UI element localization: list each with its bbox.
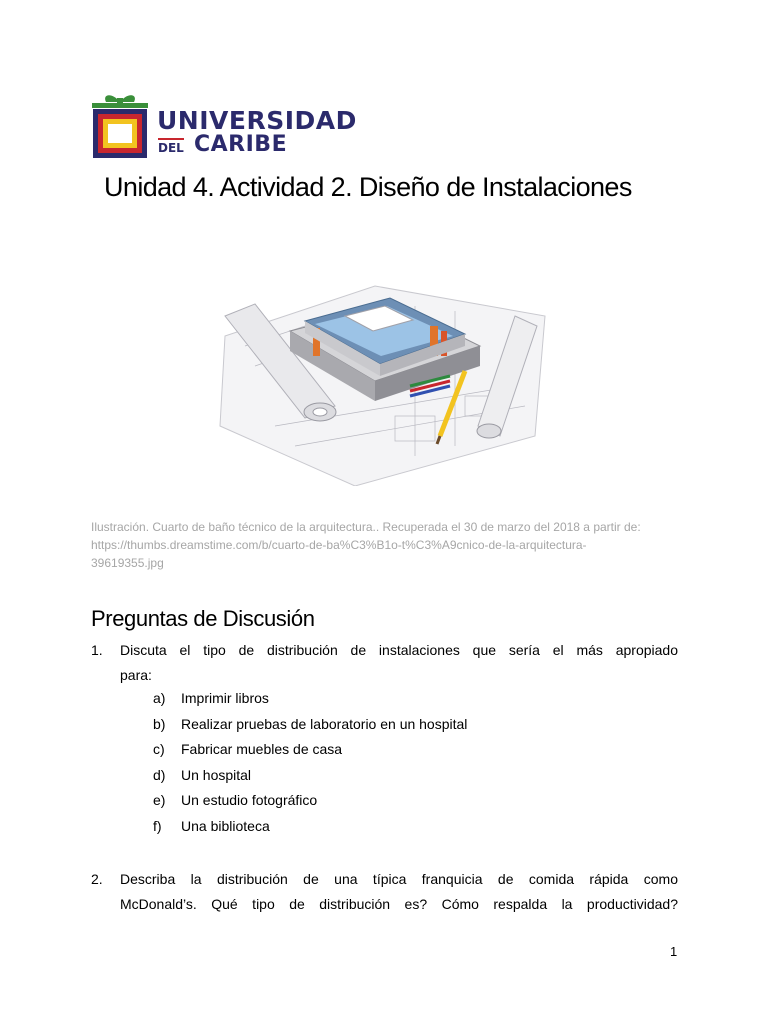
question-2 [91, 867, 681, 917]
caption-url-line: 39619355.jpg [91, 556, 164, 570]
logo-text-universidad: UNIVERSIDAD [157, 106, 357, 135]
list-item-letter: d) [153, 767, 166, 783]
caption-line: Ilustración. Cuarto de baño técnico de la arquitectura.. Recuperada el 30 de marzo del 2018 a partir de: [91, 520, 641, 534]
university-crest-icon [90, 92, 150, 160]
list-item-label: Una biblioteca [181, 818, 270, 834]
question-number: 2. [91, 871, 103, 887]
list-item-letter: f) [153, 818, 162, 834]
question-text: McDonald’s. Qué tipo de distribución es? Cómo respalda la productividad? [120, 896, 678, 912]
list-item-letter: a) [153, 690, 166, 706]
list-item-label: Realizar pruebas de laboratorio en un hospital [181, 716, 468, 732]
university-logo [90, 92, 360, 160]
list-item-letter: c) [153, 741, 165, 757]
question-text: Describa la distribución de una típica franquicia de comida rápida como [120, 871, 678, 887]
list-item-label: Imprimir libros [181, 690, 269, 706]
list-item-letter: b) [153, 716, 166, 732]
section-title: Preguntas de Discusión [91, 606, 315, 631]
list-item-letter: e) [153, 792, 166, 808]
logo-text-del: DEL [158, 141, 184, 155]
logo-text-caribe: CARIBE [194, 132, 288, 157]
illustration-caption [91, 518, 691, 572]
list-item-label: Un hospital [181, 767, 252, 783]
question-number: 1. [91, 642, 103, 658]
page-title: Unidad 4. Actividad 2. Diseño de Instalaciones [104, 172, 632, 202]
architecture-bathroom-illustration [215, 276, 555, 486]
list-item-label: Fabricar muebles de casa [181, 741, 343, 757]
list-item-label: Un estudio fotográfico [181, 792, 318, 808]
page-number: 1 [670, 944, 678, 959]
question-1 [91, 638, 681, 688]
caption-url-line: https://thumbs.dreamstime.com/b/cuarto-de-ba%C3%B1o-t%C3%A9cnico-de-la-arquitectura- [91, 538, 587, 552]
question-text: Discuta el tipo de distribución de instalaciones que sería el más apropiado [120, 642, 678, 658]
question-text: para: [120, 667, 152, 683]
